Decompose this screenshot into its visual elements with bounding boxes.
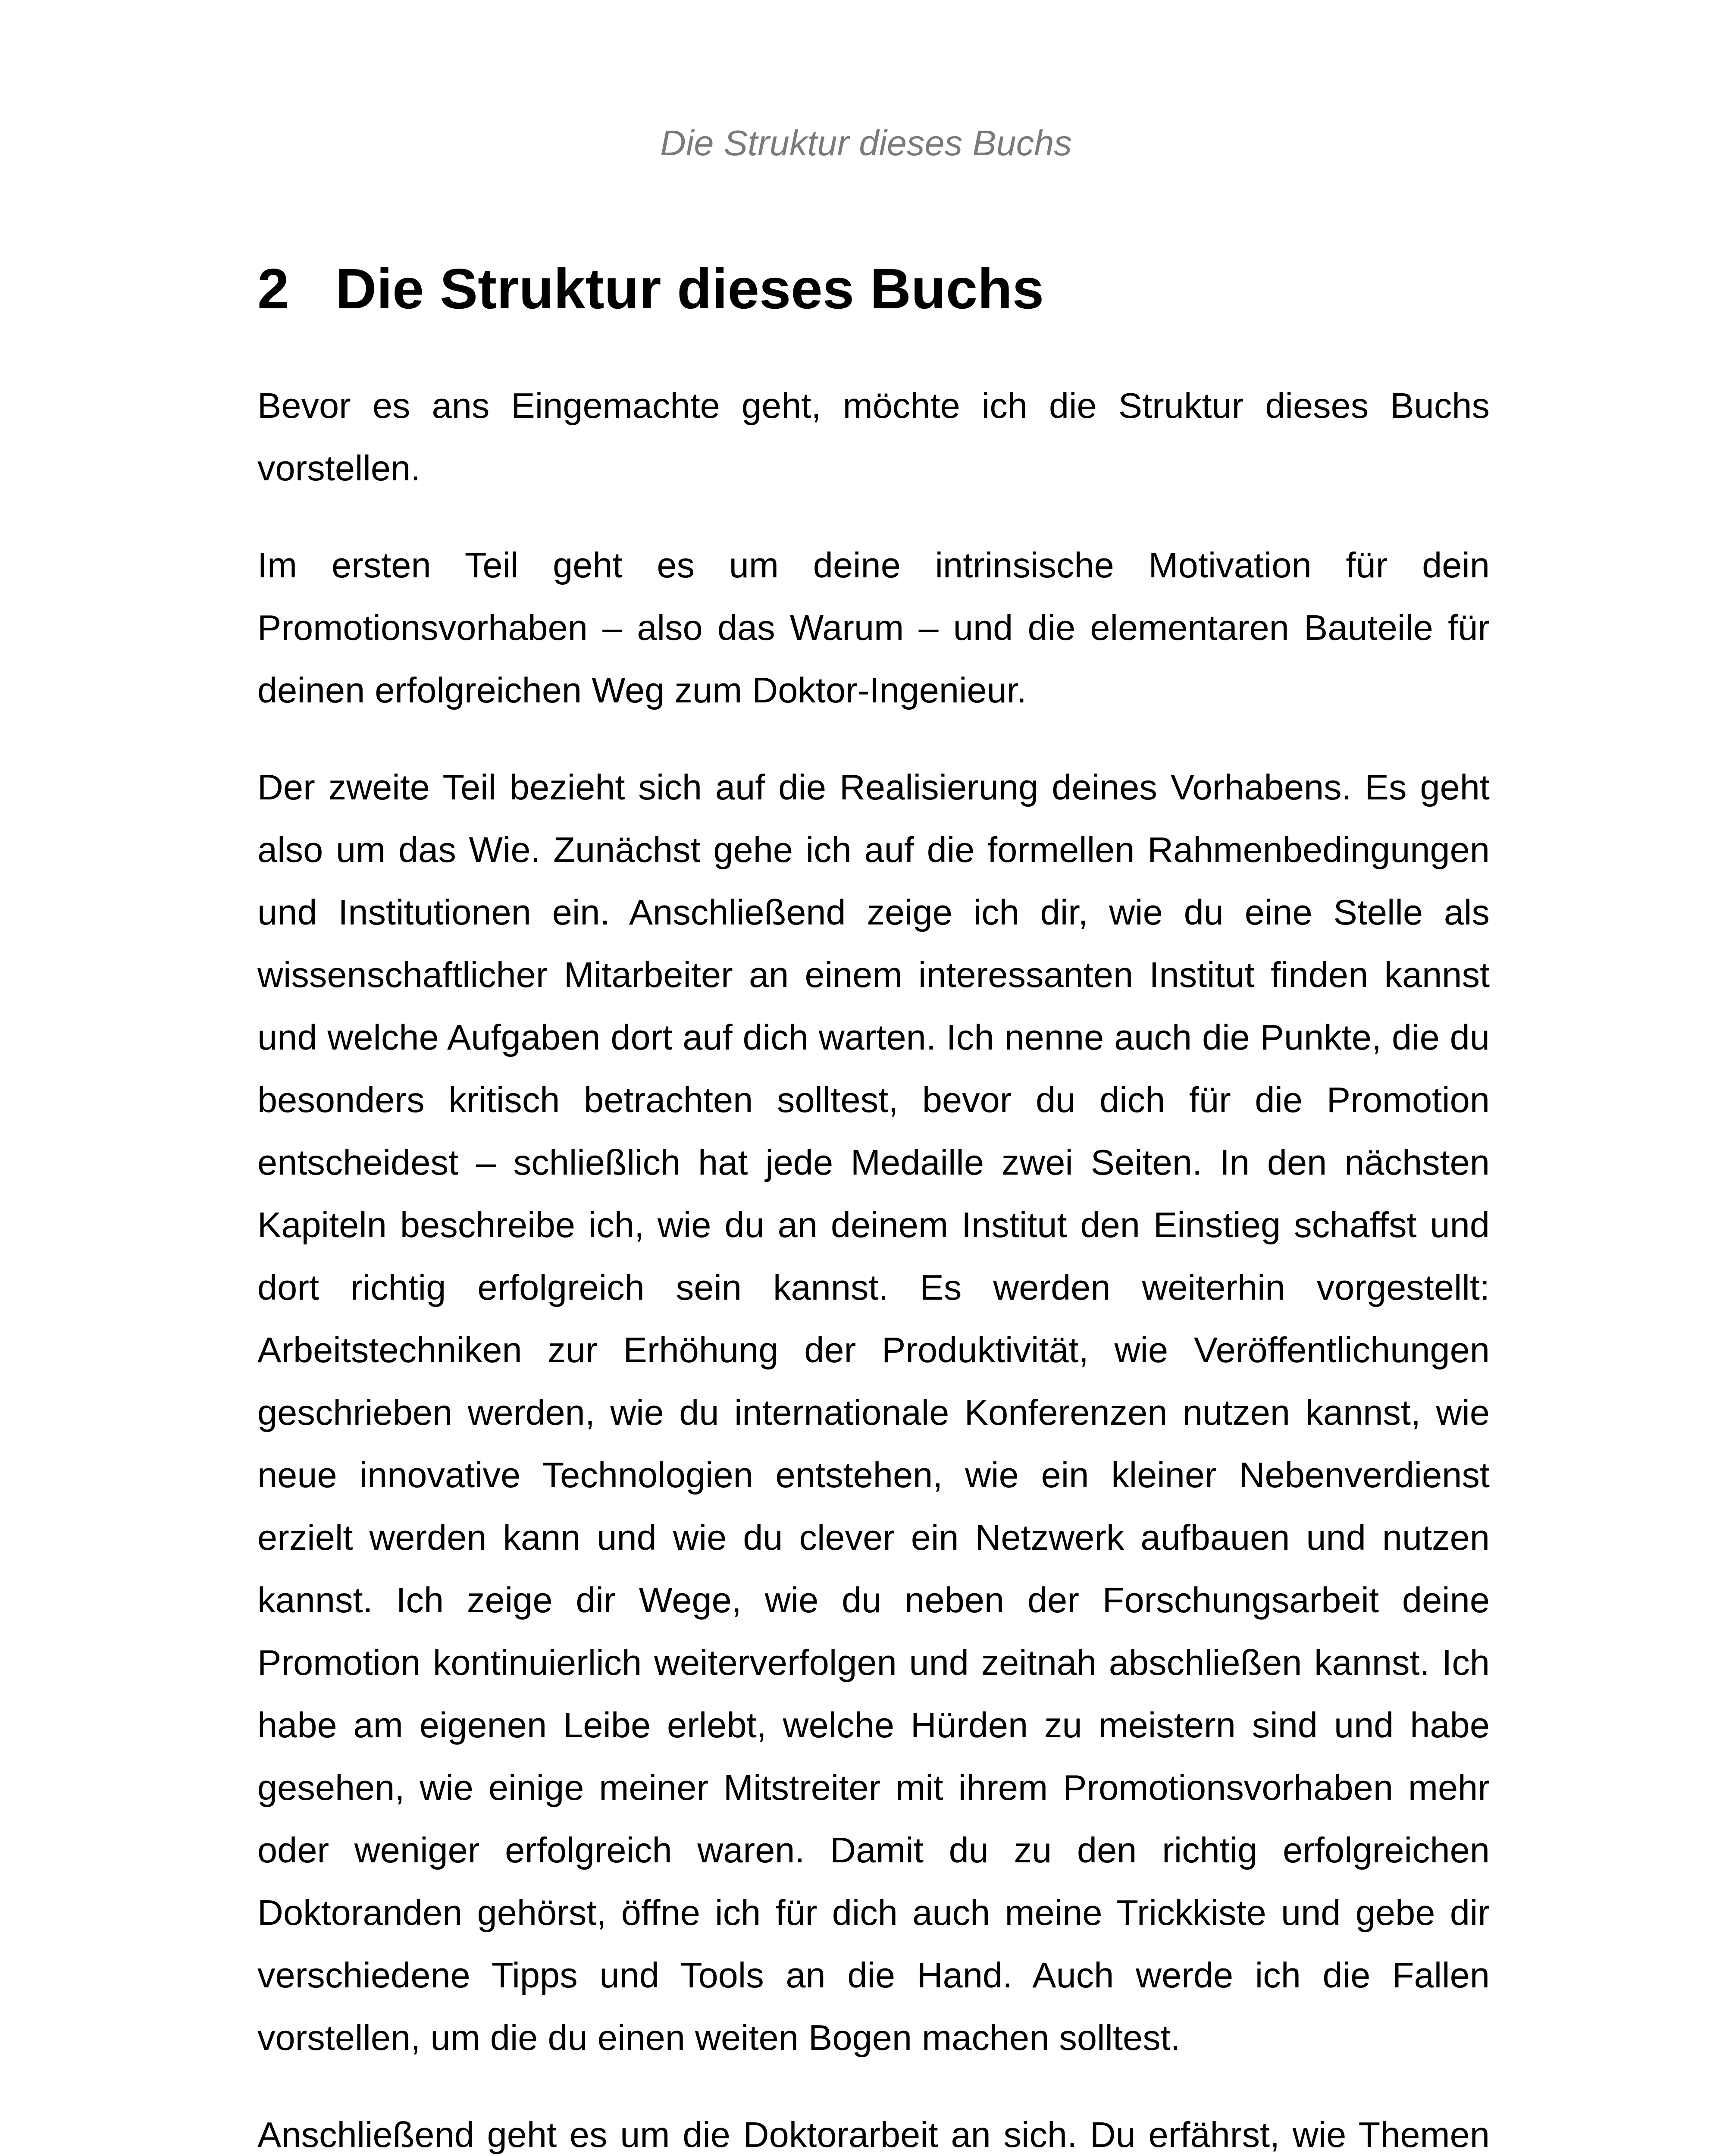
paragraph-doctoral-thesis: Anschließend geht es um die Doktorarbeit an sich. Du erfährst, wie Themen [257, 2115, 1490, 2155]
chapter-heading [257, 250, 1490, 328]
page-content [257, 250, 1490, 2156]
paragraph-part-one: Im ersten Teil geht es um deine intrinsische Motivation für dein Promotionsvorhaben – also das Warum – und die elementaren Bauteile für deinen erfolgreichen Weg zum Doktor-Ingenieur. [257, 545, 1490, 710]
running-header: Die Struktur dieses Buchs [660, 123, 1072, 163]
chapter-title: Die Struktur dieses Buchs [335, 257, 1044, 320]
paragraph-part-two: Der zweite Teil bezieht sich auf die Realisierung deines Vorhabens. Es geht also um das Wie. Zunächst gehe ich auf die formellen Rahmenbedingungen und Institutionen ein. Anschließend zeige ich dir, wie du eine Stelle als wissenschaftlicher Mitarbeiter an einem interessanten Institut finden kannst und welche Aufgaben dort auf dich warten. Ich nenne auch die Punkte, die du besonders kritisch betrachten solltest, bevor du dich für die Promotion entscheidest – schließlich hat jede Medaille zwei Seiten. In den nächsten Kapiteln beschreibe ich, wie du an deinem Institut den Einstieg schaffst und dort richtig erfolgreich sein kannst. Es werden weiterhin vorgestellt: Arbeitstechniken zur Erhöhung der Produktivität, wie Veröffentlichungen geschrieben werden, wie du internationale Konferenzen nutzen kannst, wie neue innovative Technologien entstehen, wie ein kleiner Nebenverdienst erzielt werden kann und wie du clever ein Netzwerk aufbauen und nutzen kannst. Ich zeige dir Wege, wie du neben der Forschungsarbeit deine Promotion kontinuierlich weiterverfolgen und zeitnah abschließen kannst. Ich habe am eigenen Leibe erlebt, welche Hürden zu meistern sind und habe gesehen, wie einige meiner Mitstreiter mit ihrem Promotionsvorhaben mehr oder weniger erfolgreich waren. Damit du zu den richtig erfolgreichen Doktoranden gehörst, öffne ich für dich auch meine Trickkiste und gebe dir verschiedene Tipps und Tools an die Hand. Auch werde ich die Fallen vorstellen, um die du einen weiten Bogen machen solltest. [257, 767, 1490, 2058]
paragraph-intro: Bevor es ans Eingemachte geht, möchte ich die Struktur dieses Buchs vorstellen. [257, 385, 1490, 488]
chapter-number: 2 [257, 257, 289, 320]
